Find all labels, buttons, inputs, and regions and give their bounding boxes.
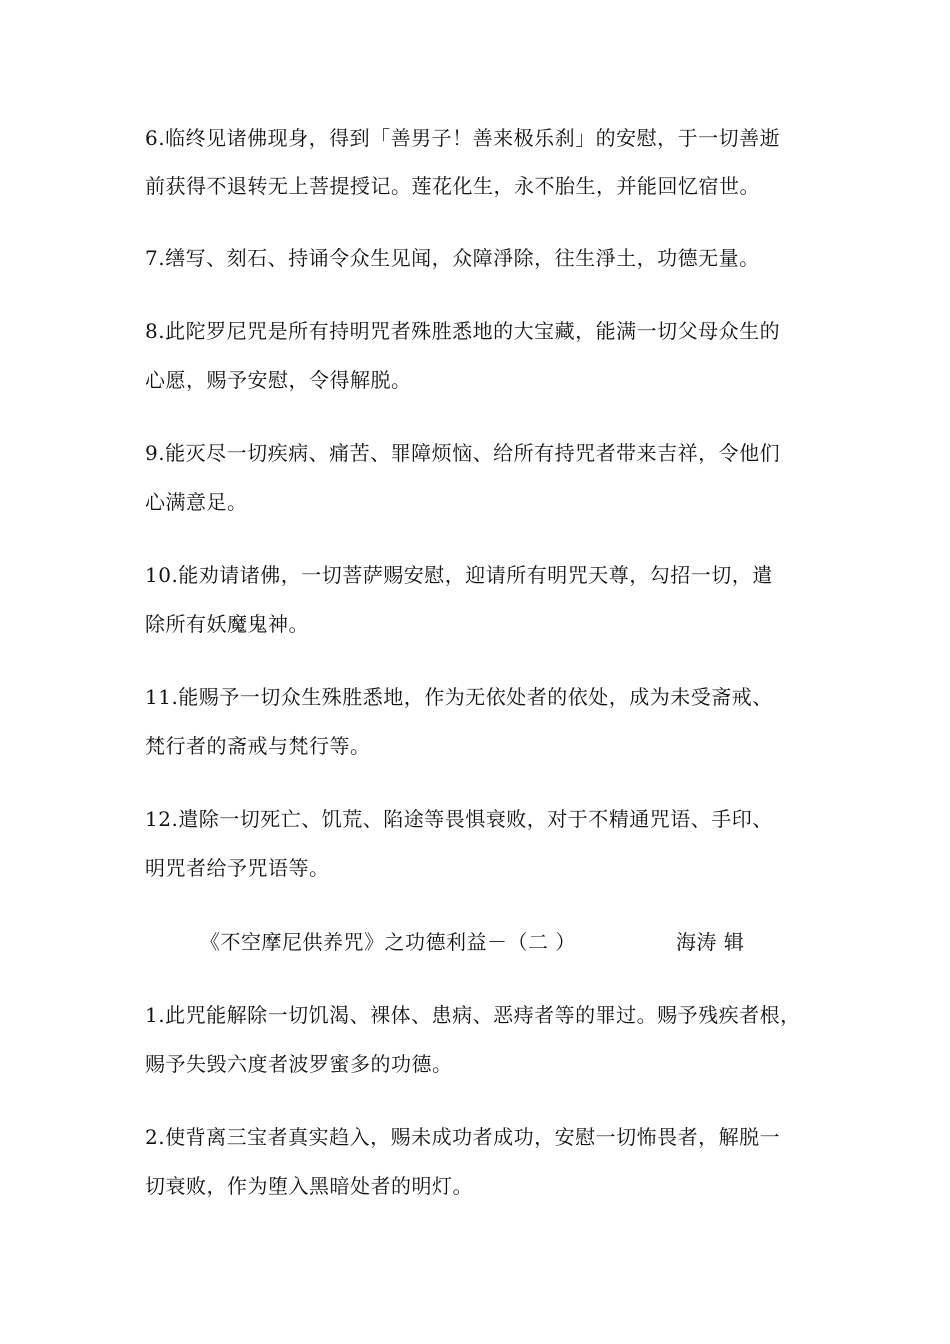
paragraph-line: 前获得不退转无上菩提授记。莲花化生，永不胎生，并能回忆宿世。 — [145, 174, 760, 198]
paragraph-line: 2.使背离三宝者真实趋入，赐未成功者成功，安慰一切怖畏者，解脱一 — [145, 1125, 781, 1149]
paragraph-line: 9.能灭尽一切疾病、痛苦、罪障烦恼、给所有持咒者带来吉祥，令他们 — [145, 441, 781, 465]
paragraph-line: 11.能赐予一切众生殊胜悉地，作为无依处者的依处，成为未受斋戒、 — [145, 685, 773, 709]
paragraph-line: 心满意足。 — [145, 490, 248, 514]
paragraph-line: 梵行者的斋戒与梵行等。 — [145, 734, 371, 758]
section-title: 《不空摩尼供养咒》之功德利益－（二 ） — [200, 930, 576, 954]
paragraph-line: 10.能劝请诸佛，一切菩萨赐安慰，迎请所有明咒天尊，勾招一切，遣 — [145, 563, 773, 587]
paragraph-line: 切衰败，作为堕入黑暗处者的明灯。 — [145, 1174, 473, 1198]
paragraph-line: 心愿，赐予安慰，令得解脱。 — [145, 368, 412, 392]
paragraph-line: 7.缮写、刻石、持诵令众生见闻，众障淨除，往生淨土，功德无量。 — [145, 246, 760, 270]
editor-credit: 海涛 辑 — [676, 930, 745, 954]
paragraph-line: 除所有妖魔鬼神。 — [145, 612, 309, 636]
paragraph-line: 6.临终见诸佛现身，得到「善男子！善来极乐刹」的安慰，于一切善逝 — [145, 126, 781, 150]
paragraph-line: 8.此陀罗尼咒是所有持明咒者殊胜悉地的大宝藏，能满一切父母众生的 — [145, 319, 781, 343]
paragraph-line: 明咒者给予咒语等。 — [145, 856, 330, 880]
paragraph-line: 1.此咒能解除一切饥渴、裸体、患病、恶痔者等的罪过。赐予残疾者根， — [145, 1003, 801, 1027]
paragraph-line: 12.遣除一切死亡、饥荒、陷途等畏惧衰败，对于不精通咒语、手印、 — [145, 807, 773, 831]
paragraph-line: 赐予失毁六度者波罗蜜多的功德。 — [145, 1052, 453, 1076]
